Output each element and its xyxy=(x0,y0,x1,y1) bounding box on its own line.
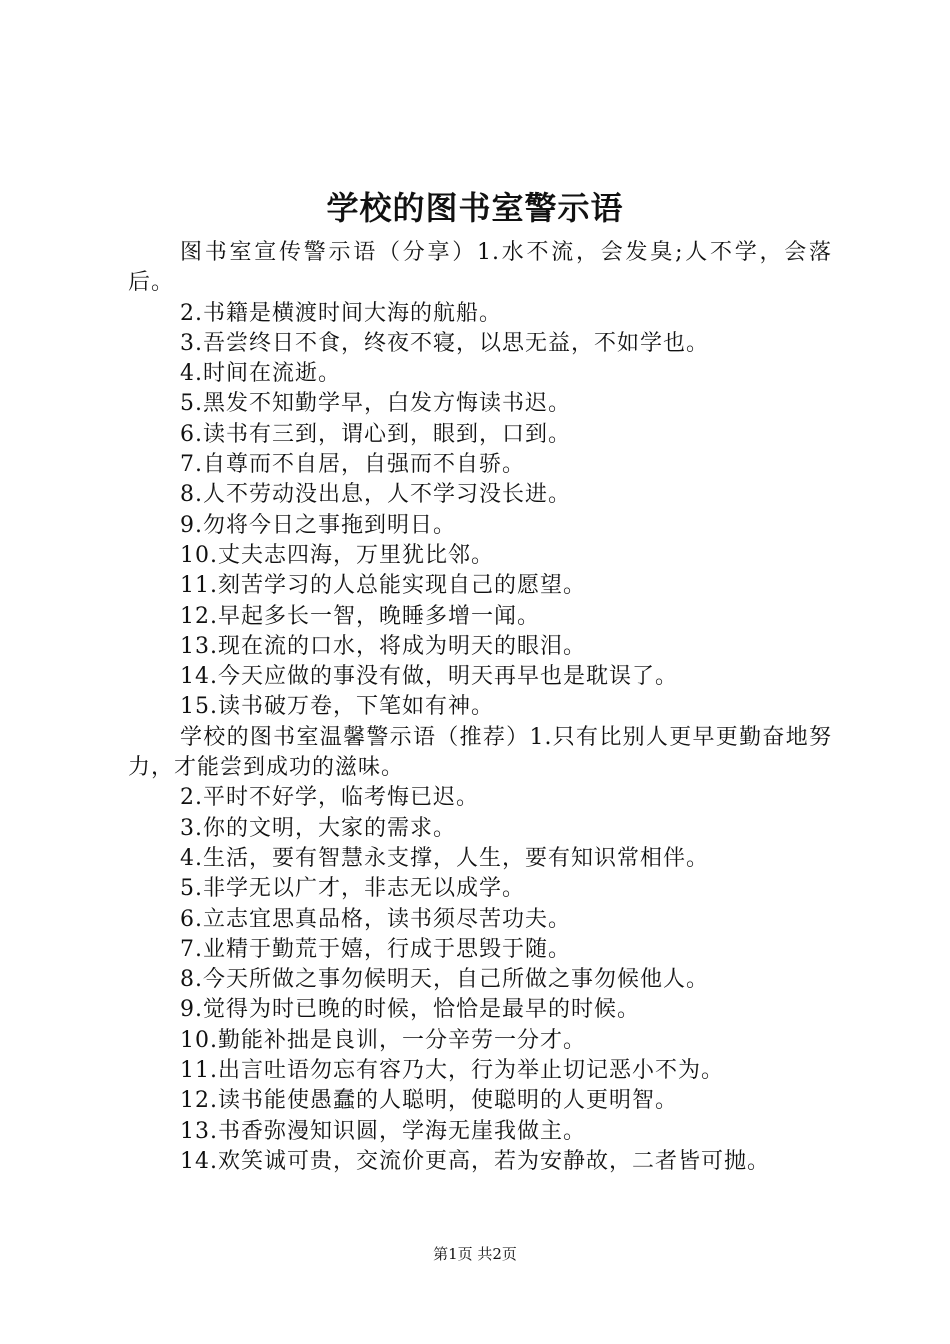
list-item: 11.刻苦学习的人总能实现自己的愿望。 xyxy=(180,573,586,599)
list-item: 2.平时不好学，临考悔已迟。 xyxy=(180,785,479,811)
list-item: 11.出言吐语勿忘有容乃大，行为举止切记恶小不为。 xyxy=(180,1058,724,1084)
list-item: 9.觉得为时已晚的时候，恰恰是最早的时候。 xyxy=(180,997,640,1023)
list-item: 9.勿将今日之事拖到明日。 xyxy=(180,512,456,538)
list-item: 10.勤能补拙是良训，一分辛劳一分才。 xyxy=(180,1027,586,1053)
list-item: 6.立志宜思真品格，读书须尽苦功夫。 xyxy=(180,906,571,932)
section-intro: 学校的图书室温馨警示语（推荐）1.只有比别人更早更勤奋地努力，才能尝到成功的滋味。 xyxy=(128,724,832,781)
list-item: 10.丈夫志四海，万里犹比邻。 xyxy=(180,542,494,568)
list-item: 4.生活，要有智慧永支撑，人生，要有知识常相伴。 xyxy=(180,845,709,871)
list-item: 12.读书能使愚蠢的人聪明，使聪明的人更明智。 xyxy=(180,1088,678,1114)
list-item: 13.书香弥漫知识圆，学海无崖我做主。 xyxy=(180,1118,586,1144)
list-item: 3.你的文明，大家的需求。 xyxy=(180,815,456,841)
list-item: 5.非学无以广才，非志无以成学。 xyxy=(180,876,525,902)
list-item: 12.早起多长一智，晚睡多增一闻。 xyxy=(180,603,540,629)
list-item: 6.读书有三到，谓心到，眼到，口到。 xyxy=(180,421,571,447)
list-item: 7.业精于勤荒于嬉，行成于思毁于随。 xyxy=(180,936,571,962)
page-footer: 第1页 共2页 xyxy=(433,1245,517,1263)
list-item: 2.书籍是横渡时间大海的航船。 xyxy=(180,300,502,326)
list-item: 4.时间在流逝。 xyxy=(180,361,341,387)
list-item: 3.吾尝终日不食，终夜不寝，以思无益，不如学也。 xyxy=(180,330,709,356)
list-item: 5.黑发不知勤学早，白发方悔读书迟。 xyxy=(180,391,571,417)
document-body xyxy=(128,238,832,1177)
list-item: 14.今天应做的事没有做，明天再早也是耽误了。 xyxy=(180,664,678,690)
section-intro: 图书室宣传警示语（分享）1.水不流，会发臭;人不学，会落后。 xyxy=(128,240,832,296)
list-item: 7.自尊而不自居，自强而不自骄。 xyxy=(180,452,525,478)
list-item: 8.今天所做之事勿候明天，自己所做之事勿候他人。 xyxy=(180,967,709,993)
list-item: 15.读书破万卷，下笔如有神。 xyxy=(180,694,494,720)
list-item: 13.现在流的口水，将成为明天的眼泪。 xyxy=(180,633,586,659)
page-title: 学校的图书室警示语 xyxy=(326,189,624,227)
list-item: 14.欢笑诚可贵，交流价更高，若为安静故，二者皆可抛。 xyxy=(180,1148,770,1174)
list-item: 8.人不劳动没出息，人不学习没长进。 xyxy=(180,482,571,508)
